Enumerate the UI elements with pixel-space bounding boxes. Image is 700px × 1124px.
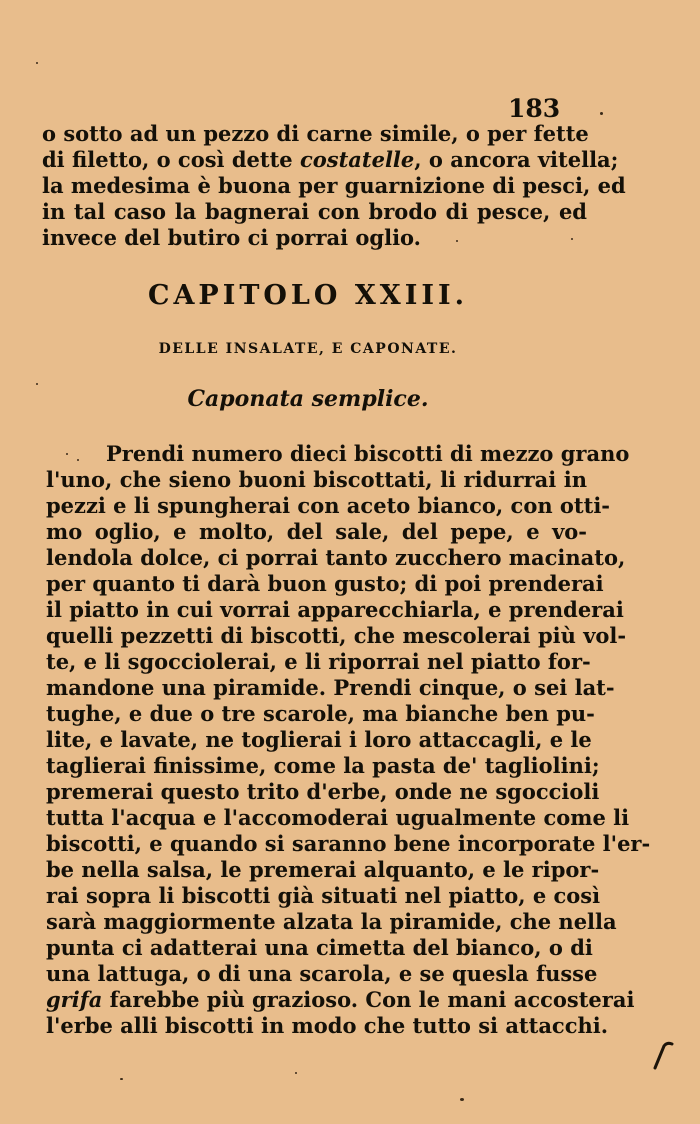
section-title: DELLE INSALATE, E CAPONATE. [158, 341, 458, 357]
ink-speck [295, 1072, 297, 1074]
text-line: tughe, e due o tre scarole, ma bianche ben pu- [46, 701, 595, 726]
text-line: o sotto ad un pezzo di carne simile, o per fette [42, 121, 589, 146]
pen-stroke-mark [652, 1040, 674, 1070]
text-line: lendola dolce, ci porrai tanto zucchero macinato, [46, 545, 626, 570]
text-line: punta ci adatterai una cimetta del bianco, o di [46, 935, 593, 960]
text-line: tutta l'acqua e l'accomoderai ugualmente come li [46, 805, 630, 830]
ink-speck [120, 1078, 123, 1080]
ink-speck [600, 112, 603, 115]
text-line: il piatto in cui vorrai apparecchiarla, e prenderai [46, 597, 624, 622]
ink-speck [460, 1098, 464, 1101]
text-line: una lattuga, o di una scarola, e se quesla fusse [46, 961, 598, 986]
text-line: quelli pezzetti di biscotti, che mescolerai più vol- [46, 623, 627, 648]
ink-speck [571, 238, 573, 240]
text-line: in tal caso la bagnerai con brodo di pesce, ed [42, 199, 587, 224]
text-line [46, 987, 635, 1013]
page-number: 183 [508, 94, 561, 123]
ink-speck [77, 459, 79, 461]
subsection-title: Caponata semplice. [187, 386, 429, 412]
text-line: pezzi e li spungherai con aceto bianco, con otti- [46, 493, 611, 518]
text-line: te, e li sgocciolerai, e li riporrai nel piatto for- [46, 649, 591, 674]
italic-term: costatelle [299, 147, 415, 172]
text-line: biscotti, e quando si saranno bene incorporate l'er- [46, 831, 651, 856]
text-segment: farebbe più grazioso. Con le mani accosterai [102, 987, 635, 1012]
recipe-paragraph [46, 441, 651, 1039]
chapter-title: CAPITOLO XXIII. [147, 280, 469, 311]
text-line: invece del butiro ci porrai oglio. [42, 225, 421, 250]
text-line: mo oglio, e molto, del sale, del pepe, e vo- [46, 519, 587, 544]
ink-speck [456, 240, 458, 242]
text-line: taglierai finissime, come la pasta de' tagliolini; [46, 753, 600, 778]
text-line: be nella salsa, le premerai alquanto, e le ripor- [46, 857, 600, 882]
continuation-paragraph [42, 121, 626, 251]
ink-speck [36, 62, 38, 64]
text-line: mandone una piramide. Prendi cinque, o sei lat- [46, 675, 615, 700]
text-line: lite, e lavate, ne toglierai i loro attaccagli, e le [46, 727, 592, 752]
text-line: la medesima è buona per guarnizione di pesci, ed [42, 173, 626, 198]
italic-term: grifa [46, 987, 103, 1012]
text-line: l'uno, che sieno buoni biscottati, li ridurrai in [46, 467, 587, 492]
text-line: Prendi numero dieci biscotti di mezzo grano [106, 441, 630, 466]
text-segment: di filetto, o così dette [42, 147, 300, 172]
text-line: sarà maggiormente alzata la piramide, che nella [46, 909, 617, 934]
ink-speck [66, 453, 68, 455]
text-line: premerai questo trito d'erbe, onde ne sgoccioli [46, 779, 600, 804]
ink-speck [36, 383, 38, 385]
text-line: per quanto ti darà buon gusto; di poi prenderai [46, 571, 604, 596]
text-line: l'erbe alli biscotti in modo che tutto si attacchi. [46, 1013, 609, 1038]
text-segment: , o ancora vitella; [414, 147, 619, 172]
text-line: rai sopra li biscotti già situati nel piatto, e così [46, 883, 601, 908]
text-line [42, 147, 619, 173]
